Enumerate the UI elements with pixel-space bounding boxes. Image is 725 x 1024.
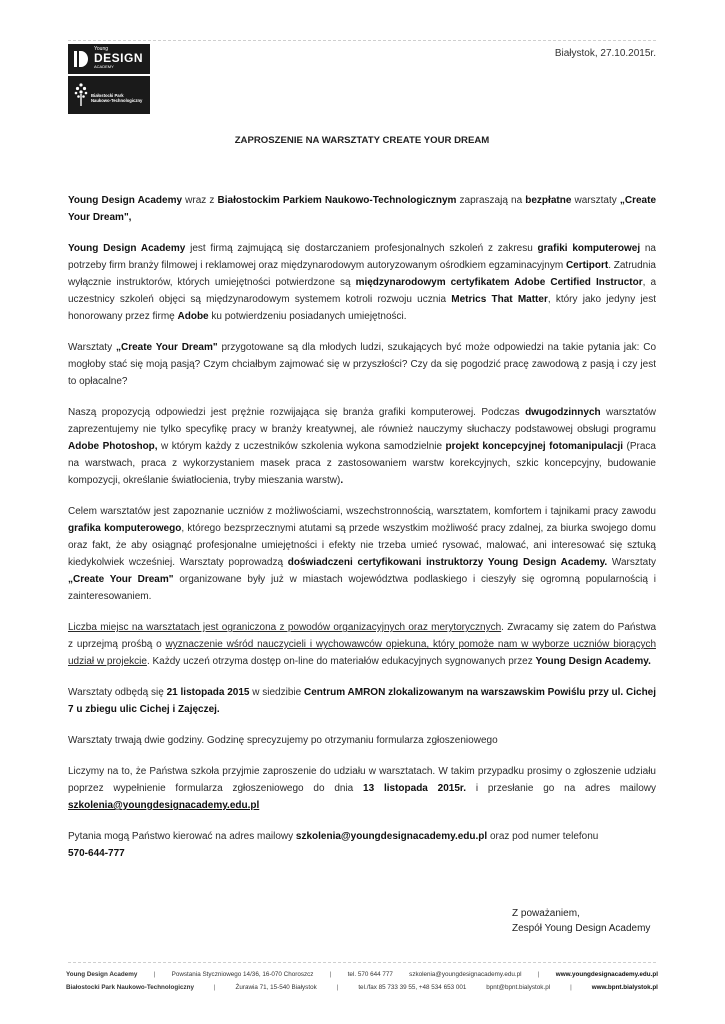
text: oraz pod numer telefonu xyxy=(487,831,599,842)
text: Liczymy na to, że Państwa szkoła przyjmie zaproszenie do udziału w warsztatach. W takim przypadku prosimy o zgłoszenie udziału poprzez wypełnienie formularza zgłoszeniowego do dnia xyxy=(68,766,656,794)
paragraph-questions xyxy=(68,339,656,390)
bold-text: . xyxy=(340,475,344,486)
bold-text: Young Design Academy xyxy=(68,195,183,206)
bold-text: doświadczeni certyfikowani instruktorzy Young Design Academy. xyxy=(287,557,608,568)
paragraph-proposal xyxy=(68,404,656,489)
text: Celem warsztatów jest zapoznanie uczniów z możliwościami, wszechstronnością, warsztatem, komfortem i tajnikami pracy zawodu xyxy=(68,506,656,517)
bold-text: Young Design Academy xyxy=(68,243,186,254)
footer-website-link[interactable]: www.bpnt.bialystok.pl xyxy=(591,984,658,991)
bold-text: projekt koncepcyjnej fotomanipulacji xyxy=(445,441,624,452)
bold-text: grafika komputerowego xyxy=(68,523,182,534)
bold-text: Certiport xyxy=(565,260,609,271)
footer-separator: | xyxy=(153,971,156,978)
signature-line1: Z poważaniem, xyxy=(512,908,580,919)
logo-academy-text: ACADEMY xyxy=(94,64,114,69)
underlined-text: Liczba miejsc na warsztatach jest ograniczona z powodów organizacyjnych oraz merytorycznych xyxy=(68,622,502,633)
letter-body xyxy=(68,192,656,876)
bold-text: Białostockim Parkiem Naukowo-Technologicznym xyxy=(217,195,457,206)
footer-phone: tel./fax 85 733 39 55, +48 534 653 001 xyxy=(358,984,467,991)
text: Warsztaty xyxy=(68,342,116,353)
text: jest firmą zajmującą się dostarczaniem profesjonalnych szkoleń z zakresu xyxy=(185,243,538,254)
bold-text: Adobe xyxy=(177,311,209,322)
park-logo-line2: Naukowo-Technologiczny xyxy=(91,98,143,103)
footer-separator: | xyxy=(570,984,572,991)
text: Naszą propozycją odpowiedzi jest prężnie rozwijająca się branża grafiki komputerowej. Podczas xyxy=(68,407,526,418)
bold-text: międzynarodowym certyfikatem Adobe Certified Instructor xyxy=(355,277,643,288)
design-logo-icon xyxy=(74,51,88,67)
text: na potrzeby firm branży filmowej i reklamowej oraz międzynarodowym autoryzowanym ośrodkiem egzaminacyjnym xyxy=(68,243,656,271)
footer-phone: tel. 570 644 777 xyxy=(347,971,393,978)
header-divider xyxy=(68,40,656,41)
text: (Praca na warstwach, praca z wykorzystaniem masek praca z zastosowaniem warstw korekcyjnych, szkic koncepcyjny, budowanie kompozycji, określanie światłocienia, tryby mieszania warstw) xyxy=(68,441,656,486)
bold-text: bezpłatne xyxy=(525,195,572,206)
paragraph-duration: Warsztaty trwają dwie godziny. Godzinę sprecyzujemy po otrzymaniu formularza zgłoszeniowego xyxy=(68,735,498,746)
bold-text: Adobe Photoshop, xyxy=(68,441,158,452)
footer xyxy=(66,968,658,994)
text: Pytania mogą Państwo kierować na adres mailowy xyxy=(68,831,296,842)
bold-text: Young Design Academy. xyxy=(535,656,651,667)
paragraph-contact xyxy=(68,828,656,862)
bpnt-logo xyxy=(68,76,150,114)
text: Warsztaty odbędą się xyxy=(68,687,167,698)
logo-young-text: Young xyxy=(94,46,108,52)
paragraph-registration xyxy=(68,763,656,814)
footer-divider xyxy=(68,962,656,963)
footer-address: Żurawia 71, 15-540 Białystok xyxy=(235,984,317,991)
paragraph-venue xyxy=(68,684,656,718)
bold-text: „Create Your Dream" xyxy=(68,574,174,585)
park-tree-icon xyxy=(74,82,88,108)
text: Warsztaty xyxy=(607,557,656,568)
bold-text: Metrics That Matter xyxy=(451,294,548,305)
bold-text: 13 listopada 2015r. xyxy=(363,783,467,794)
paragraph-about xyxy=(68,240,656,325)
footer-separator: | xyxy=(537,971,540,978)
bold-text: Centrum AMRON zlokalizowanym na warszawskim Powiślu przy ul. Cichej 7 u zbiegu ulic Cichej i Zajęczej. xyxy=(68,687,657,715)
signature xyxy=(512,906,650,936)
logo-design-text: DESIGN xyxy=(94,51,144,65)
footer-address: Powstania Styczniowego 14/36, 16-070 Choroszcz xyxy=(171,971,314,978)
footer-separator: | xyxy=(213,984,216,991)
text: wraz z xyxy=(182,195,218,206)
underlined-text: wyznaczenie wśród nauczycieli i wychowawców opiekuna, który pomoże nam w wyborze uczniów biorących udział w projekcie xyxy=(68,639,656,667)
text: , a uczestnicy szkoleń objęci są międzynarodowym systemem kotroli rozwoju ucznia xyxy=(68,277,657,305)
paragraph-intro xyxy=(68,192,656,226)
footer-separator: | xyxy=(329,971,332,978)
bold-text: „Create Your Dream", xyxy=(68,195,657,223)
signature-line2: Zespół Young Design Academy xyxy=(512,923,651,934)
letter-date: Białystok, 27.10.2015r. xyxy=(554,48,656,59)
bold-text: 21 listopada 2015 xyxy=(166,687,250,698)
bold-text: dwugodzinnych xyxy=(525,407,601,418)
footer-separator: | xyxy=(336,984,339,991)
text: ku potwierdzeniu posiadanych umiejętności. xyxy=(208,311,407,322)
text: w siedzibie xyxy=(249,687,304,698)
park-logo-line1: Białostocki Park xyxy=(91,93,124,98)
footer-row-bpnt xyxy=(66,981,658,994)
paragraph-limits xyxy=(68,619,656,670)
footer-org-name: Young Design Academy xyxy=(66,971,138,978)
young-design-academy-logo xyxy=(68,44,150,74)
footer-email[interactable]: bpnt@bpnt.bialystok.pl xyxy=(486,984,551,991)
text: warsztaty xyxy=(571,195,620,206)
text: . Zwracamy się zatem do Państwa z uprzejmą prośbą o xyxy=(68,622,656,650)
bold-text: grafiki komputerowej xyxy=(537,243,641,254)
text: przygotowane są dla młodych ludzi, szukających być może odpowiedzi na takie pytania jak: Co mogłoby stać się moją pasją? Czym chciałbym zajmować się w przyszłości? Czy da się pogodzić pracę zawodową z pasją i czy jest to opłacalne? xyxy=(68,342,657,387)
email-link[interactable]: szkolenia@youngdesignacademy.edu.pl xyxy=(295,831,488,842)
email-link[interactable]: szkolenia@youngdesignacademy.edu.pl xyxy=(68,800,260,811)
phone-number: 570-644-777 xyxy=(68,848,125,859)
text: w którym każdy z uczestników szkolenia wykona samodzielnie xyxy=(157,441,446,452)
text: warsztatów zaprezentujemy nie tylko specyfikę pracy w branży kreatywnej, ale również nauczymy słuchaczy podstawowej obsługi programu xyxy=(68,407,656,435)
text: , który jako jedyny jest honorowany przez firmę xyxy=(68,294,657,322)
footer-row-yda xyxy=(66,968,658,981)
text: organizowane były już w miastach województwa podlaskiego i cieszyły się ogromną popularnością i zainteresowaniem. xyxy=(68,574,656,602)
paragraph-goal xyxy=(68,503,656,605)
footer-website-link[interactable]: www.youngdesignacademy.edu.pl xyxy=(555,971,658,978)
letter-title: ZAPROSZENIE NA WARSZTATY CREATE YOUR DREAM xyxy=(234,135,490,146)
footer-org-name: Białostocki Park Naukowo-Technologiczny xyxy=(66,984,194,991)
text: zapraszają na xyxy=(456,195,526,206)
text: . Zatrudnia wyłącznie instruktorów, których umiejętności potwierdzone są xyxy=(68,260,656,288)
text: i przesłanie go na adres mailowy xyxy=(466,783,656,794)
bold-text: „Create Your Dream" xyxy=(115,342,218,353)
text: , którego bezsprzecznymi atutami są przede wszystkim możliwość pracy zdalnej, za biurka swojego domu oraz fakt, że aby osiągnąć profesjonalne umiejętności i efekty nie trzeba umieć rysować, malować, ani interesować się sztuką kiedykolwiek wcześniej. Warsztaty poprowadzą xyxy=(68,523,656,568)
footer-email[interactable]: szkolenia@youngdesignacademy.edu.pl xyxy=(409,971,522,978)
text: . Każdy uczeń otrzyma dostęp on-line do materiałów edukacyjnych sygnowanych przez xyxy=(146,656,536,667)
